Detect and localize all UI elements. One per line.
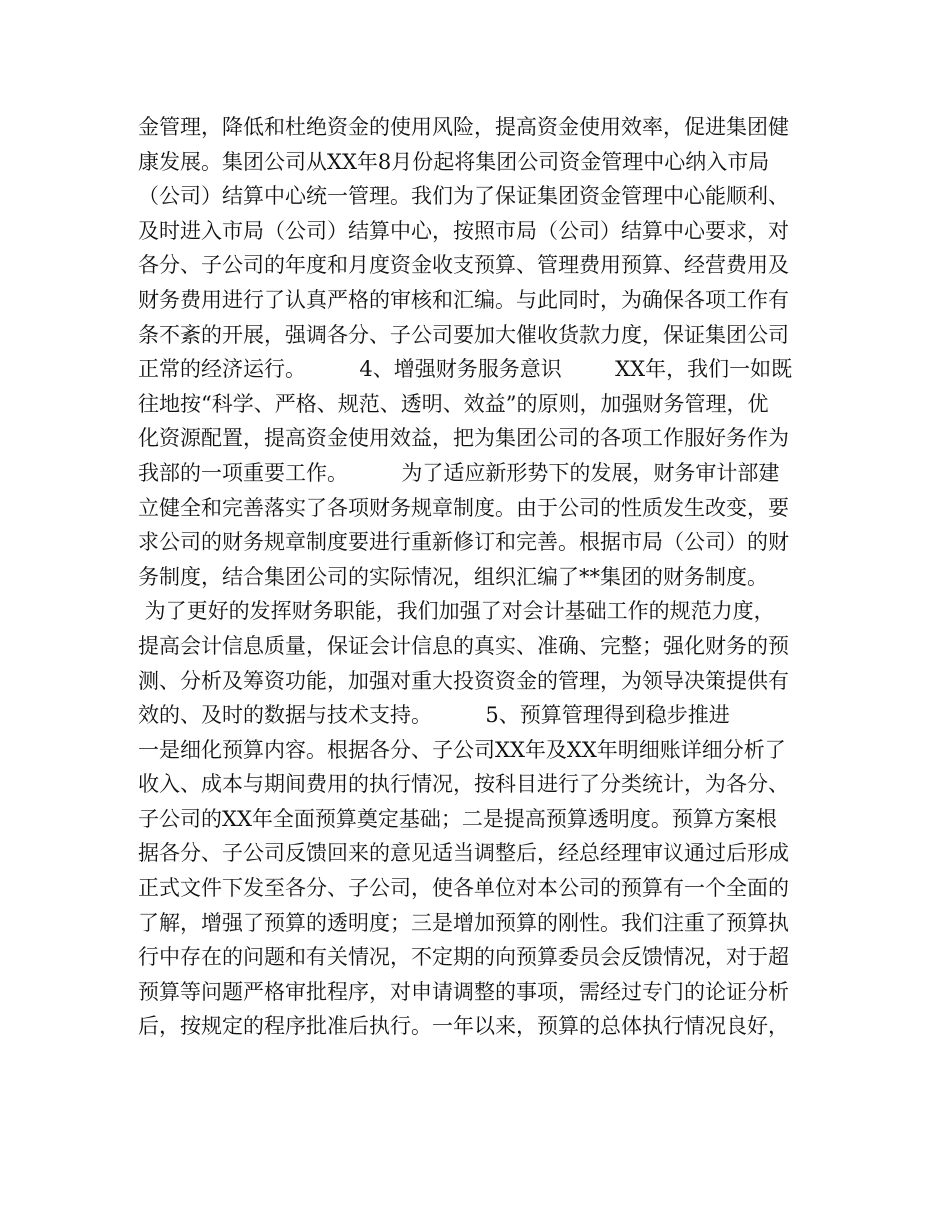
text-line: 往地按“科学、严格、规范、透明、效益”的原则，加强财务管理，优 [138, 391, 769, 416]
text-line: 据各分、子公司反馈回来的意见适当调整后，经总经理审议通过后形成 [138, 841, 789, 866]
text-line: 条不紊的开展，强调各分、子公司要加大催收货款力度，保证集团公司 [138, 322, 789, 347]
text-line: 为了更好的发挥财务职能，我们加强了对会计基础工作的规范力度， [138, 599, 775, 624]
text-line: 子公司的XX年全面预算奠定基础；二是提高预算透明度。预算方案根 [138, 806, 777, 831]
text-line: 立健全和完善落实了各项财务规章制度。由于公司的性质发生改变，要 [138, 495, 789, 520]
body-text [138, 110, 818, 1044]
text-line: 后，按规定的程序批准后执行。一年以来，预算的总体执行情况良好， [138, 1014, 789, 1039]
text-line: （公司）结算中心统一管理。我们为了保证集团资金管理中心能顺利、 [138, 184, 789, 209]
text-line: 各分、子公司的年度和月度资金收支预算、管理费用预算、经营费用及 [138, 253, 789, 278]
text-line: 我部的一项重要工作。 为了适应新形势下的发展，财务审计部建 [138, 460, 780, 485]
text-line: 金管理，降低和杜绝资金的使用风险，提高资金使用效率，促进集团健 [138, 115, 789, 139]
text-line: 测、分析及筹资功能，加强对重大投资资金的管理，为领导决策提供有 [138, 668, 789, 693]
text-line: 务制度，结合集团公司的实际情况，组织汇编了**集团的财务制度。 [138, 564, 768, 589]
text-line: 正常的经济运行。 4、增强财务服务意识 XX年，我们一如既 [138, 357, 793, 382]
text-line: 财务费用进行了认真严格的审核和汇编。与此同时，为确保各项工作有 [138, 287, 789, 312]
text-line: 收入、成本与期间费用的执行情况，按科目进行了分类统计，为各分、 [138, 772, 789, 797]
text-line: 提高会计信息质量，保证会计信息的真实、准确、完整；强化财务的预 [138, 633, 789, 658]
text-line: 康发展。集团公司从XX年8月份起将集团公司资金管理中心纳入市局 [138, 149, 770, 174]
text-line: 预算等问题严格审批程序，对申请调整的事项，需经过专门的论证分析 [138, 979, 789, 1004]
text-line: 一是细化预算内容。根据各分、子公司XX年及XX年明细账详细分析了 [138, 737, 786, 762]
text-line: 了解，增强了预算的透明度；三是增加预算的刚性。我们注重了预算执 [138, 910, 789, 935]
text-line: 效的、及时的数据与技术支持。 5、预算管理得到稳步推进 [138, 703, 730, 728]
text-line: 化资源配置，提高资金使用效益，把为集团公司的各项工作服好务作为 [138, 426, 789, 451]
text-line: 行中存在的问题和有关情况，不定期的向预算委员会反馈情况，对于超 [138, 945, 789, 970]
text-line: 正式文件下发至各分、子公司，使各单位对本公司的预算有一个全面的 [138, 876, 789, 901]
text-line: 及时进入市局（公司）结算中心，按照市局（公司）结算中心要求，对 [138, 218, 789, 243]
text-line: 求公司的财务规章制度要进行重新修订和完善。根据市局（公司）的财 [138, 530, 789, 555]
